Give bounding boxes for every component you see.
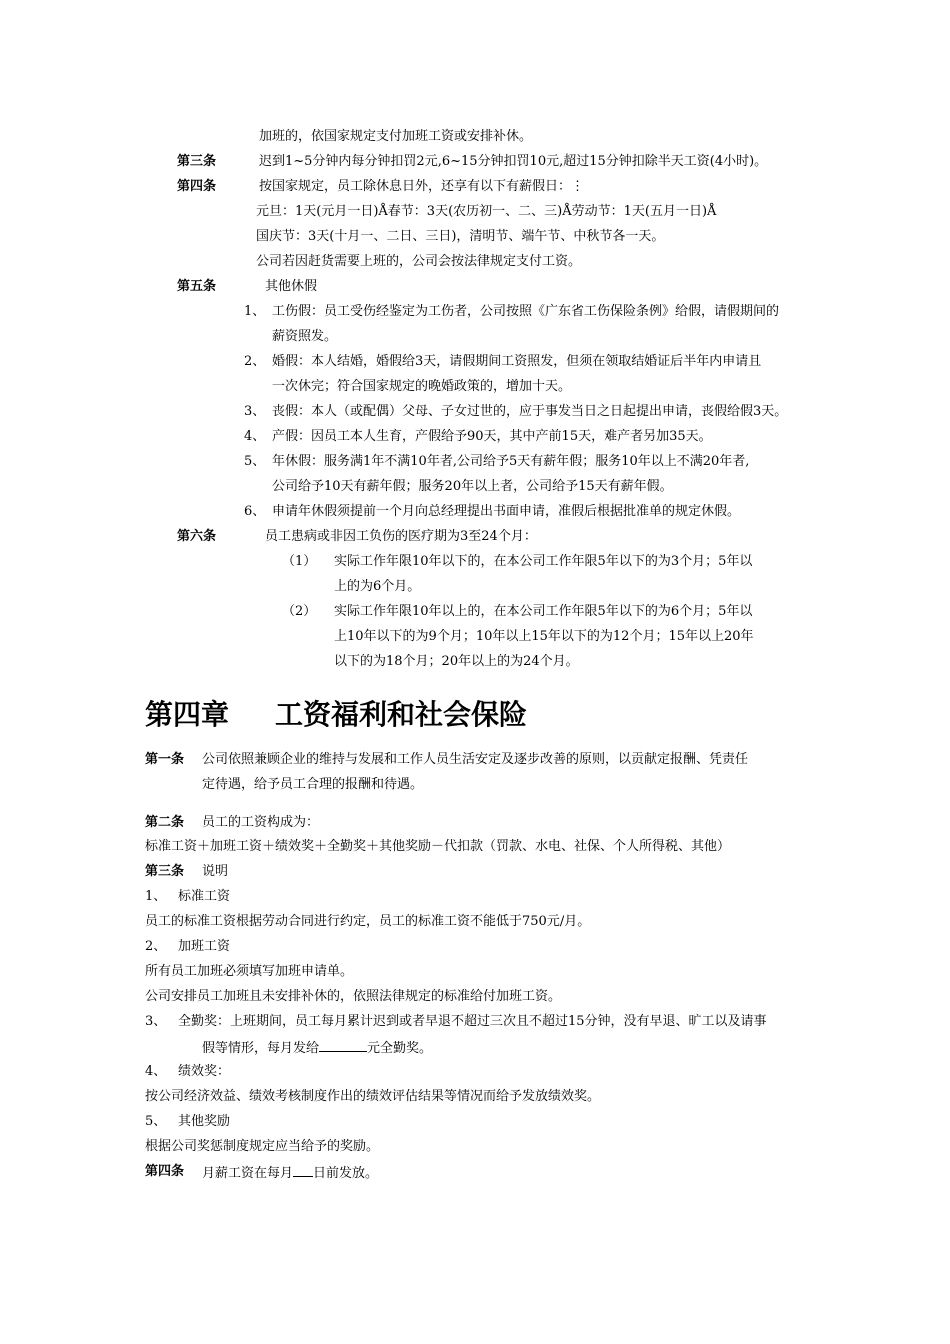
article-label-5: 第五条 [177,279,217,294]
leave-item-number: 1、 [244,304,266,319]
article-text-6: 员工患病或非因工负伤的医疗期为3至24个月： [265,529,537,544]
holiday-line-2: 国庆节：3天(十月一、二日、三日)，清明节、端午节、中秋节各一天。 [256,229,665,244]
leave-item-number: 5、 [244,454,266,469]
wage-item-desc: 公司安排员工加班且未安排补休的，依照法律规定的标准给付加班工资。 [145,989,562,1004]
chapter-number: 第四章 [145,698,230,731]
wage-item-title: 绩效奖： [178,1064,231,1079]
article-text-3b: 说明 [202,864,229,879]
leave-item-text: 一次休完；符合国家规定的晚婚政策的，增加十天。 [272,379,572,394]
leave-item-number: 3、 [244,404,266,419]
wage-item-title: 标准工资 [178,889,231,904]
wage-item-text [202,1039,432,1057]
article-text-3: 迟到1~5分钟内每分钟扣罚2元,6~15分钟扣罚10元,超过15分钟扣除半天工资(4小时)。 [259,154,768,169]
wage-item-number: 3、 [145,1014,167,1029]
medical-item-text: 实际工作年限10年以上的，在本公司工作年限5年以下的为6个月；5年以 [334,604,753,619]
article-text-part: 日前发放。 [313,1166,379,1181]
medical-item-number: （2） [282,604,317,619]
article-label-3: 第三条 [177,154,217,169]
leave-item-number: 6、 [244,504,266,519]
wage-item-title: 加班工资 [178,939,231,954]
leave-item-text: 产假：因员工本人生育，产假给予90天，其中产前15天，难产者另加35天。 [272,429,712,444]
leave-item-text: 公司给予10天有薪年假；服务20年以上者，公司给予15天有薪年假。 [272,479,673,494]
article-label-2: 第二条 [145,815,185,830]
chapter-title: 工资福利和社会保险 [275,698,528,731]
leave-item-text: 婚假：本人结婚，婚假给3天，请假期间工资照发，但须在领取结婚证后半年内申请且 [272,354,762,369]
medical-item-number: （1） [282,554,317,569]
leave-item-text: 申请年休假须提前一个月向总经理提出书面申请，准假后根据批准单的规定休假。 [272,504,741,519]
medical-item-text: 上10年以下的为9个月；10年以上15年以下的为12个月；15年以上20年 [334,629,754,644]
article-text-4: 按国家规定，员工除休息日外，还享有以下有薪假日：⋮ [259,179,585,194]
leave-item-text: 丧假：本人（或配偶）父母、子女过世的，应于事发当日之日起提出申请，丧假给假3天。 [272,404,788,419]
wage-item-desc: 员工的标准工资根据劳动合同进行约定，员工的标准工资不能低于750元/月。 [145,914,591,929]
wage-item-number: 5、 [145,1114,167,1129]
wage-item-text-part: 假等情形，每月发给 [202,1041,320,1056]
article-text-4b [202,1164,378,1182]
article-text-1: 定待遇，给予员工合理的报酬和待遇。 [202,777,424,792]
article-label-4: 第四条 [177,179,217,194]
wage-item-number: 1、 [145,889,167,904]
article-text-1: 公司依照兼顾企业的维持与发展和工作人员生活安定及逐步改善的原则，以贡献定报酬、凭责任 [202,752,749,767]
leave-item-number: 2、 [244,354,266,369]
article-label-1: 第一条 [145,752,185,767]
wage-item-desc: 所有员工加班必须填写加班申请单。 [145,964,354,979]
leave-item-text: 工伤假：员工受伤经鉴定为工伤者，公司按照《广东省工伤保险条例》给假，请假期间的 [272,304,780,319]
wage-formula: 标准工资＋加班工资＋绩效奖＋全勤奖＋其他奖励－代扣款（罚款、水电、社保、个人所得税、其他） [145,839,731,854]
article-text-5: 其他休假 [265,279,318,294]
wage-item-text: 全勤奖：上班期间，员工每月累计迟到或者早退不超过三次且不超过15分钟，没有早退、旷工以及请事 [178,1014,767,1029]
article-text-2: 员工的工资构成为： [202,815,320,830]
article-label-4b: 第四条 [145,1164,185,1179]
medical-item-text: 以下的为18个月；20年以上的为24个月。 [334,654,579,669]
holiday-line-3: 公司若因赶货需要上班的，公司会按法律规定支付工资。 [256,254,582,269]
wage-item-desc: 按公司经济效益、绩效考核制度作出的绩效评估结果等情况而给予发放绩效奖。 [145,1089,601,1104]
holiday-line-1: 元旦：1天(元月一日)Å春节：3天(农历初一、二、三)Å劳动节：1天(五月一日)Å [256,204,717,219]
fill-in-blank [293,1164,313,1177]
article-label-3b: 第三条 [145,864,185,879]
article-label-6: 第六条 [177,529,217,544]
wage-item-text-part: 元全勤奖。 [367,1041,433,1056]
leave-item-number: 4、 [244,429,266,444]
wage-item-number: 4、 [145,1064,167,1079]
fill-in-blank [319,1039,367,1052]
medical-item-text: 上的为6个月。 [334,579,421,594]
wage-item-desc: 根据公司奖惩制度规定应当给予的奖励。 [145,1139,380,1154]
article-text-part: 月薪工资在每月 [202,1166,294,1181]
wage-item-title: 其他奖励 [178,1114,231,1129]
leave-item-text: 薪资照发。 [272,329,338,344]
medical-item-text: 实际工作年限10年以下的，在本公司工作年限5年以下的为3个月；5年以 [334,554,753,569]
paragraph-continuation: 加班的，依国家规定支付加班工资或安排补休。 [259,129,533,144]
leave-item-text: 年休假：服务满1年不满10年者,公司给予5天有薪年假；服务10年以上不满20年者, [272,454,750,469]
wage-item-number: 2、 [145,939,167,954]
